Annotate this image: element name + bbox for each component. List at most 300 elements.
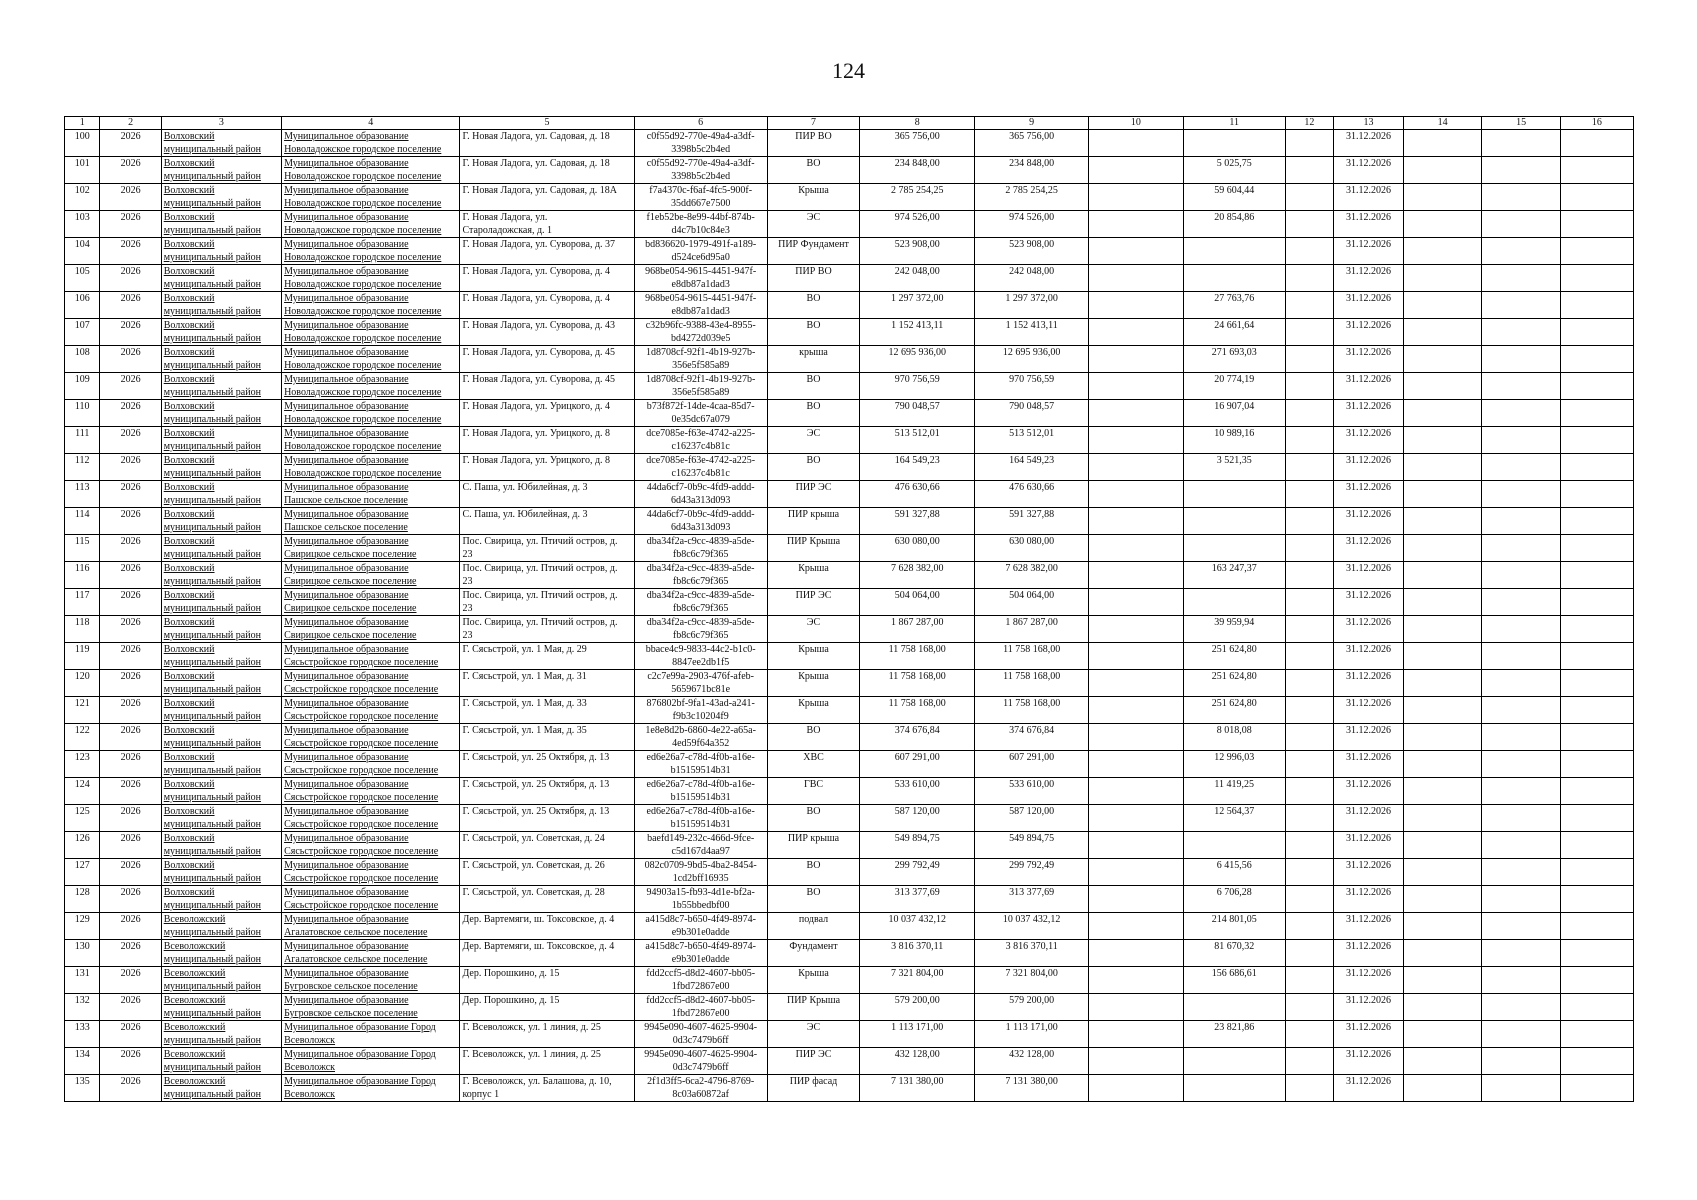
cell-district [161, 670, 281, 697]
cell-col15 [1482, 940, 1560, 967]
cell-guid-line: f1eb52be-8e99-44bf-874b- [646, 212, 755, 223]
cell-col11-line: 12 996,03 [1214, 752, 1255, 763]
cell-year-line: 2026 [120, 752, 141, 763]
cell-deadline-line: 31.12.2026 [1346, 914, 1392, 925]
cell-work-type-line: ПИР ВО [795, 131, 832, 142]
cell-col14 [1403, 886, 1481, 913]
cell-address [460, 427, 634, 454]
cell-municipality [282, 1021, 460, 1048]
cell-col11-line: 156 686,61 [1211, 968, 1257, 979]
cell-address-line: Г. Новая Ладога, ул. Суворова, д. 45 [462, 347, 616, 358]
cell-guid-line: f9b3c10204f9 [672, 711, 729, 722]
cell-work-type-line: ВО [806, 320, 821, 331]
cell-col12 [1285, 373, 1333, 400]
cell-district-line: Волховский [163, 401, 215, 412]
cell-municipality-line: Муниципальное образование [284, 266, 409, 277]
cell-work-type-line: ПИР Крыша [786, 995, 841, 1006]
cell-col15 [1482, 859, 1560, 886]
cell-guid [634, 859, 767, 886]
cell-deadline-line: 31.12.2026 [1346, 320, 1392, 331]
cell-col12 [1285, 751, 1333, 778]
cell-guid [634, 940, 767, 967]
cell-col16 [1560, 292, 1633, 319]
cell-deadline-line: 31.12.2026 [1346, 185, 1392, 196]
cell-col8-line: 11 758 168,00 [888, 644, 946, 655]
cell-municipality [282, 535, 460, 562]
table-row [65, 913, 1634, 940]
cell-row-number-line: 126 [74, 833, 90, 844]
cell-year [100, 373, 161, 400]
cell-work-type-line: ПИР Фундамент [778, 239, 849, 250]
cell-year-line: 2026 [120, 563, 141, 574]
cell-row-number [65, 724, 100, 751]
cell-district-line: муниципальный район [163, 441, 261, 452]
cell-col8-line: 299 792,49 [894, 860, 940, 871]
cell-address [460, 778, 634, 805]
cell-row-number [65, 211, 100, 238]
cell-guid-line: 968be054-9615-4451-947f- [645, 293, 757, 304]
cell-row-number-line: 127 [74, 860, 90, 871]
cell-guid [634, 643, 767, 670]
cell-col8-line: 1 297 372,00 [890, 293, 944, 304]
cell-col14 [1403, 616, 1481, 643]
cell-address-line: Г. Новая Ладога, ул. Садовая, д. 18А [462, 185, 617, 196]
cell-row-number-line: 119 [74, 644, 90, 655]
cell-col10 [1089, 211, 1184, 238]
cell-col8 [860, 130, 975, 157]
cell-year-line: 2026 [120, 131, 141, 142]
cell-year-line: 2026 [120, 1022, 141, 1033]
cell-col11 [1183, 670, 1285, 697]
cell-address-line: Г. Новая Ладога, ул. Урицкого, д. 8 [462, 455, 611, 466]
cell-deadline-line: 31.12.2026 [1346, 158, 1392, 169]
cell-col11 [1183, 589, 1285, 616]
cell-col12 [1285, 562, 1333, 589]
cell-row-number-line: 114 [74, 509, 90, 520]
cell-year [100, 751, 161, 778]
cell-address [460, 616, 634, 643]
cell-year [100, 832, 161, 859]
cell-municipality [282, 427, 460, 454]
cell-address [460, 346, 634, 373]
cell-municipality-line: Агалатовское сельское поселение [284, 927, 428, 938]
table-row [65, 265, 1634, 292]
cell-col15 [1482, 805, 1560, 832]
cell-col15 [1482, 454, 1560, 481]
cell-municipality-line: Новоладожское городское поселение [284, 441, 442, 452]
cell-address-line: Г. Новая Ладога, ул. Урицкого, д. 8 [462, 428, 611, 439]
cell-district-line: Волховский [163, 347, 215, 358]
cell-guid [634, 481, 767, 508]
cell-row-number-line: 113 [74, 482, 90, 493]
cell-address-line: Г. Новая Ладога, ул. Садовая, д. 18 [462, 131, 610, 142]
cell-guid-line: fb8c6c79f365 [672, 630, 729, 641]
column-number-12: 12 [1285, 117, 1333, 130]
cell-deadline [1334, 589, 1404, 616]
cell-col9-line: 630 080,00 [1009, 536, 1055, 547]
table-row [65, 400, 1634, 427]
cell-year [100, 616, 161, 643]
cell-col11 [1183, 346, 1285, 373]
cell-work-type-line: Крыша [798, 698, 829, 709]
cell-district-line: Волховский [163, 374, 215, 385]
cell-col9 [975, 130, 1089, 157]
cell-col9-line: 313 377,69 [1009, 887, 1055, 898]
cell-deadline [1334, 967, 1404, 994]
cell-col9 [975, 724, 1089, 751]
table-row [65, 373, 1634, 400]
cell-deadline-line: 31.12.2026 [1346, 131, 1392, 142]
cell-col16 [1560, 913, 1633, 940]
table-row [65, 940, 1634, 967]
cell-row-number [65, 697, 100, 724]
cell-guid [634, 967, 767, 994]
cell-district-line: муниципальный район [163, 630, 261, 641]
register-table [64, 116, 1634, 1102]
cell-guid-line: f7a4370c-f6af-4fc5-900f- [649, 185, 753, 196]
cell-row-number [65, 805, 100, 832]
cell-col9-line: 1 152 413,11 [1005, 320, 1058, 331]
cell-col10 [1089, 886, 1184, 913]
column-number-1: 1 [65, 117, 100, 130]
cell-district [161, 940, 281, 967]
cell-guid [634, 292, 767, 319]
cell-col11 [1183, 778, 1285, 805]
cell-municipality-line: Муниципальное образование [284, 671, 409, 682]
cell-deadline [1334, 562, 1404, 589]
cell-guid-line: fb8c6c79f365 [672, 603, 729, 614]
cell-col14 [1403, 940, 1481, 967]
cell-address-line: С. Паша, ул. Юбилейная, д. 3 [462, 509, 588, 520]
cell-guid [634, 832, 767, 859]
cell-col12 [1285, 643, 1333, 670]
cell-col11 [1183, 1075, 1285, 1102]
cell-col11 [1183, 562, 1285, 589]
cell-work-type [767, 373, 859, 400]
cell-deadline-line: 31.12.2026 [1346, 509, 1392, 520]
cell-col10 [1089, 805, 1184, 832]
cell-guid [634, 184, 767, 211]
table-row [65, 508, 1634, 535]
cell-col11 [1183, 427, 1285, 454]
cell-deadline [1334, 157, 1404, 184]
cell-municipality-line: Всеволожск [284, 1062, 336, 1073]
cell-col12 [1285, 913, 1333, 940]
column-number-9: 9 [975, 117, 1089, 130]
cell-address-line: 23 [462, 603, 473, 614]
cell-address-line: Пос. Свирица, ул. Птичий остров, д. [462, 536, 618, 547]
cell-district-line: Волховский [163, 266, 215, 277]
cell-deadline-line: 31.12.2026 [1346, 1076, 1392, 1087]
cell-year-line: 2026 [120, 779, 141, 790]
cell-address [460, 265, 634, 292]
cell-col16 [1560, 697, 1633, 724]
cell-district-line: Всеволожский [163, 914, 226, 925]
table-row [65, 616, 1634, 643]
cell-guid-line: ed6e26a7-c78d-4f0b-a16e- [646, 752, 755, 763]
cell-col11 [1183, 319, 1285, 346]
cell-address [460, 967, 634, 994]
column-number-15: 15 [1482, 117, 1560, 130]
cell-col10 [1089, 859, 1184, 886]
cell-work-type [767, 805, 859, 832]
cell-year-line: 2026 [120, 374, 141, 385]
cell-work-type-line: ПИР ВО [795, 266, 832, 277]
cell-guid-line: dba34f2a-c9cc-4839-a5de- [646, 617, 755, 628]
cell-year [100, 724, 161, 751]
cell-address [460, 832, 634, 859]
cell-district-line: муниципальный район [163, 171, 261, 182]
table-row [65, 481, 1634, 508]
cell-district-line: муниципальный район [163, 603, 261, 614]
table-row [65, 1048, 1634, 1075]
cell-guid-line: e8db87a1dad3 [671, 279, 730, 290]
cell-address [460, 292, 634, 319]
cell-col11-line: 251 624,80 [1211, 698, 1257, 709]
cell-municipality-line: Муниципальное образование [284, 239, 409, 250]
cell-col9-line: 11 758 168,00 [1003, 698, 1061, 709]
cell-row-number [65, 1021, 100, 1048]
cell-deadline [1334, 211, 1404, 238]
cell-deadline-line: 31.12.2026 [1346, 833, 1392, 844]
cell-col14 [1403, 211, 1481, 238]
cell-district [161, 373, 281, 400]
cell-row-number-line: 132 [74, 995, 90, 1006]
cell-col8-line: 587 120,00 [894, 806, 940, 817]
cell-row-number [65, 535, 100, 562]
cell-col11 [1183, 400, 1285, 427]
cell-col14 [1403, 454, 1481, 481]
cell-col9-line: 579 200,00 [1009, 995, 1055, 1006]
cell-municipality [282, 589, 460, 616]
cell-col8-line: 10 037 432,12 [888, 914, 946, 925]
cell-col11-line: 27 763,76 [1214, 293, 1255, 304]
cell-work-type-line: Крыша [798, 563, 829, 574]
cell-municipality-line: Муниципальное образование [284, 914, 409, 925]
cell-district-line: Волховский [163, 617, 215, 628]
cell-municipality [282, 643, 460, 670]
cell-district [161, 589, 281, 616]
cell-year-line: 2026 [120, 968, 141, 979]
cell-deadline-line: 31.12.2026 [1346, 644, 1392, 655]
cell-deadline-line: 31.12.2026 [1346, 266, 1392, 277]
cell-col9-line: 299 792,49 [1009, 860, 1055, 871]
cell-col14 [1403, 832, 1481, 859]
cell-guid [634, 1075, 767, 1102]
cell-deadline [1334, 373, 1404, 400]
cell-col8-line: 513 512,01 [894, 428, 940, 439]
cell-col11-line: 20 774,19 [1214, 374, 1255, 385]
cell-col11-line: 39 959,94 [1214, 617, 1255, 628]
cell-district [161, 481, 281, 508]
cell-guid-line: 356e5f585a89 [672, 360, 730, 371]
cell-municipality [282, 805, 460, 832]
cell-col8-line: 242 048,00 [894, 266, 940, 277]
cell-year-line: 2026 [120, 482, 141, 493]
cell-col11-line: 214 801,05 [1211, 914, 1257, 925]
cell-work-type-line: ЭС [806, 617, 821, 628]
cell-municipality-line: Муниципальное образование Город [284, 1049, 436, 1060]
cell-address-line: Г. Новая Ладога, ул. Суворова, д. 45 [462, 374, 616, 385]
cell-guid [634, 427, 767, 454]
cell-guid [634, 697, 767, 724]
cell-municipality-line: Муниципальное образование [284, 536, 409, 547]
cell-municipality-line: Новоладожское городское поселение [284, 279, 442, 290]
cell-guid-line: b15159514b31 [670, 819, 731, 830]
cell-guid-line: 5659671bc81e [671, 684, 731, 695]
column-number-10: 10 [1089, 117, 1184, 130]
cell-district-line: Всеволожский [163, 995, 226, 1006]
cell-col8 [860, 535, 975, 562]
cell-col16 [1560, 1075, 1633, 1102]
cell-col9-line: 476 630,66 [1009, 482, 1055, 493]
cell-deadline [1334, 778, 1404, 805]
cell-col12 [1285, 130, 1333, 157]
table-row [65, 562, 1634, 589]
cell-col11 [1183, 1048, 1285, 1075]
cell-row-number [65, 562, 100, 589]
cell-address-line: Г. Новая Ладога, ул. Суворова, д. 4 [462, 293, 611, 304]
cell-address [460, 589, 634, 616]
cell-row-number [65, 508, 100, 535]
cell-col12 [1285, 454, 1333, 481]
cell-col15 [1482, 643, 1560, 670]
cell-municipality-line: Муниципальное образование [284, 968, 409, 979]
cell-col8 [860, 751, 975, 778]
cell-row-number [65, 670, 100, 697]
table-row [65, 643, 1634, 670]
cell-col9 [975, 616, 1089, 643]
cell-work-type [767, 346, 859, 373]
cell-district-line: муниципальный район [163, 765, 261, 776]
table-row [65, 238, 1634, 265]
cell-col15 [1482, 1075, 1560, 1102]
table-row [65, 346, 1634, 373]
cell-municipality-line: Муниципальное образование [284, 617, 409, 628]
cell-guid-line: c16237c4b81c [671, 441, 730, 452]
cell-address [460, 535, 634, 562]
cell-guid-line: b15159514b31 [670, 792, 731, 803]
cell-col11-line: 59 604,44 [1214, 185, 1255, 196]
cell-col9 [975, 805, 1089, 832]
cell-year-line: 2026 [120, 671, 141, 682]
cell-deadline [1334, 697, 1404, 724]
cell-col16 [1560, 940, 1633, 967]
cell-col12 [1285, 400, 1333, 427]
cell-col11-line: 6 415,56 [1216, 860, 1252, 871]
cell-municipality [282, 670, 460, 697]
cell-col8 [860, 319, 975, 346]
cell-col9 [975, 832, 1089, 859]
cell-deadline-line: 31.12.2026 [1346, 1049, 1392, 1060]
column-number-row [65, 117, 1634, 130]
cell-work-type [767, 319, 859, 346]
cell-guid [634, 670, 767, 697]
cell-col9-line: 1 867 287,00 [1005, 617, 1058, 628]
cell-col16 [1560, 454, 1633, 481]
cell-guid-line: fb8c6c79f365 [672, 549, 729, 560]
cell-address-line: Г. Сясьстрой, ул. 1 Мая, д. 33 [462, 698, 587, 709]
cell-municipality [282, 994, 460, 1021]
cell-municipality [282, 319, 460, 346]
cell-col15 [1482, 238, 1560, 265]
cell-municipality [282, 373, 460, 400]
cell-col11-line: 8 018,08 [1216, 725, 1252, 736]
cell-district-line: Волховский [163, 239, 215, 250]
cell-municipality [282, 508, 460, 535]
cell-address [460, 562, 634, 589]
cell-col9 [975, 670, 1089, 697]
cell-municipality-line: Муниципальное образование [284, 131, 409, 142]
cell-col10 [1089, 265, 1184, 292]
cell-work-type-line: ВО [806, 374, 821, 385]
cell-guid-line: a415d8c7-b650-4f49-8974- [645, 914, 756, 925]
cell-district [161, 724, 281, 751]
cell-district-line: муниципальный район [163, 981, 261, 992]
cell-deadline [1334, 535, 1404, 562]
cell-row-number-line: 103 [74, 212, 90, 223]
cell-municipality-line: Сясьстройское городское поселение [284, 846, 439, 857]
cell-work-type [767, 400, 859, 427]
cell-col11-line: 3 521,35 [1216, 455, 1252, 466]
cell-municipality-line: Муниципальное образование [284, 806, 409, 817]
cell-district-line: муниципальный район [163, 279, 261, 290]
cell-address-line: Дер. Порошкино, д. 15 [462, 995, 560, 1006]
cell-district [161, 805, 281, 832]
cell-col8 [860, 643, 975, 670]
cell-work-type [767, 751, 859, 778]
cell-work-type [767, 157, 859, 184]
page-number: 124 [832, 58, 865, 83]
cell-deadline [1334, 832, 1404, 859]
cell-work-type [767, 292, 859, 319]
cell-col9-line: 10 037 432,12 [1002, 914, 1061, 925]
cell-col11 [1183, 805, 1285, 832]
cell-col8 [860, 157, 975, 184]
cell-col12 [1285, 724, 1333, 751]
cell-col15 [1482, 670, 1560, 697]
cell-municipality-line: Муниципальное образование [284, 158, 409, 169]
cell-work-type [767, 1048, 859, 1075]
cell-year-line: 2026 [120, 239, 141, 250]
cell-work-type-line: ГВС [803, 779, 824, 790]
table-row [65, 832, 1634, 859]
cell-district [161, 886, 281, 913]
cell-col9-line: 523 908,00 [1009, 239, 1055, 250]
cell-district-line: муниципальный район [163, 684, 261, 695]
cell-municipality-line: Муниципальное образование Город [284, 1022, 436, 1033]
cell-col11-line: 5 025,75 [1216, 158, 1252, 169]
cell-guid-line: ed6e26a7-c78d-4f0b-a16e- [646, 806, 755, 817]
cell-address [460, 238, 634, 265]
cell-year-line: 2026 [120, 941, 141, 952]
table-row [65, 292, 1634, 319]
cell-address [460, 481, 634, 508]
cell-municipality [282, 454, 460, 481]
cell-year [100, 535, 161, 562]
cell-col15 [1482, 481, 1560, 508]
cell-col12 [1285, 967, 1333, 994]
cell-col12 [1285, 670, 1333, 697]
cell-col12 [1285, 940, 1333, 967]
cell-col14 [1403, 265, 1481, 292]
cell-row-number-line: 121 [74, 698, 90, 709]
cell-col9 [975, 778, 1089, 805]
column-number-2: 2 [100, 117, 161, 130]
cell-col10 [1089, 1075, 1184, 1102]
cell-col9-line: 607 291,00 [1009, 752, 1055, 763]
cell-municipality-line: Бугровское сельское поселение [284, 981, 418, 992]
